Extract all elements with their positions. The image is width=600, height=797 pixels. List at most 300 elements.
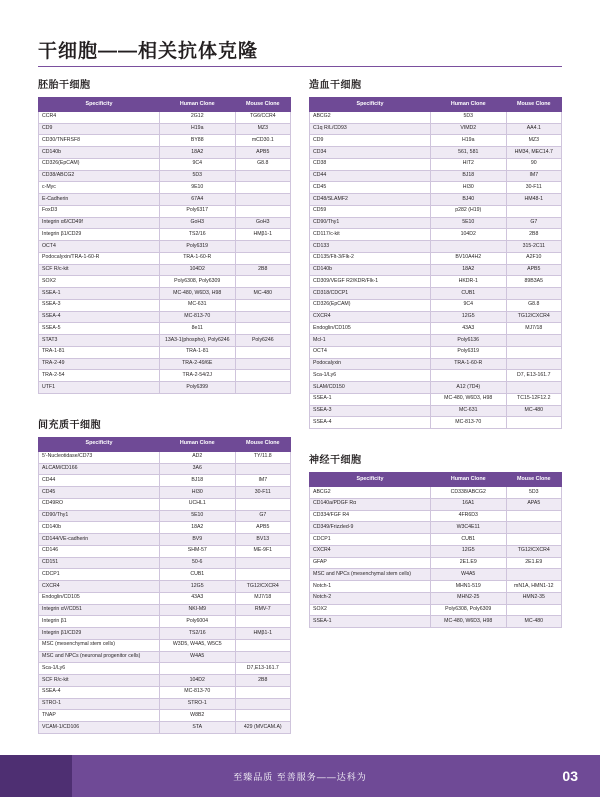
cell-mouse-clone: 5D3 xyxy=(506,487,561,499)
cell-human-clone: TS2/16 xyxy=(159,628,235,640)
cell-human-clone: BJ18 xyxy=(430,170,506,182)
cell-specificity: CD140a/PDGF Rα xyxy=(310,498,431,510)
cell-specificity: Podocalyxin xyxy=(310,358,431,370)
table-row xyxy=(310,335,562,347)
table-row xyxy=(310,205,562,217)
cell-human-clone: MC-813-70 xyxy=(430,417,506,429)
cell-mouse-clone: mCD30.1 xyxy=(235,135,290,147)
cell-human-clone: 18A2 xyxy=(430,264,506,276)
cell-human-clone: BV9 xyxy=(159,534,235,546)
cell-human-clone: MC-631 xyxy=(159,299,235,311)
cell-specificity: CXCR4 xyxy=(310,545,431,557)
cell-human-clone: AD2 xyxy=(159,451,235,463)
table-row xyxy=(39,451,291,463)
cell-mouse-clone xyxy=(235,710,290,722)
cell-specificity: SSEA-1 xyxy=(310,393,431,405)
table-row xyxy=(310,182,562,194)
cell-human-clone xyxy=(430,241,506,253)
cell-mouse-clone xyxy=(235,616,290,628)
table-row xyxy=(39,475,291,487)
cell-specificity: Integrin β1 xyxy=(39,616,160,628)
cell-mouse-clone: 30-F11 xyxy=(235,487,290,499)
cell-mouse-clone: ME-9F1 xyxy=(235,545,290,557)
cell-specificity: Notch-1 xyxy=(310,581,431,593)
column-header-mouse-clone: Mouse Clone xyxy=(235,437,290,451)
cell-human-clone: TRA-1-60-R xyxy=(159,252,235,264)
cell-specificity: CDCP1 xyxy=(39,569,160,581)
cell-specificity: Sca-1/Ly6 xyxy=(39,663,160,675)
section-title: 造血干细胞 xyxy=(309,80,362,91)
cell-specificity: CD90/Thy1 xyxy=(310,217,431,229)
cell-human-clone: 50-6 xyxy=(159,557,235,569)
cell-specificity: ABCG2 xyxy=(310,111,431,123)
cell-specificity: CD140b xyxy=(310,264,431,276)
cell-specificity: CXCR4 xyxy=(39,581,160,593)
cell-specificity: SOX2 xyxy=(310,604,431,616)
cell-specificity: CD49RO xyxy=(39,498,160,510)
cell-mouse-clone xyxy=(506,604,561,616)
antibody-clone-table xyxy=(38,97,291,394)
cell-human-clone: H19a xyxy=(159,123,235,135)
cell-human-clone: 12G5 xyxy=(430,545,506,557)
cell-specificity: CD30/TNFRSF8 xyxy=(39,135,160,147)
cell-mouse-clone xyxy=(235,252,290,264)
cell-human-clone: 12G5 xyxy=(159,581,235,593)
cell-mouse-clone: HMN2-35 xyxy=(506,592,561,604)
cell-mouse-clone xyxy=(235,686,290,698)
page-title: 干细胞——相关抗体克隆 xyxy=(38,41,259,62)
cell-human-clone: W3C4E11 xyxy=(430,522,506,534)
table-row xyxy=(39,158,291,170)
table-row xyxy=(39,323,291,335)
cell-specificity: MSC (mesenchymal stem cells) xyxy=(39,639,160,651)
cell-mouse-clone: IM7 xyxy=(235,475,290,487)
table-row xyxy=(39,358,291,370)
cell-specificity: CD309/VEGF R2/KDR/Flk-1 xyxy=(310,276,431,288)
cell-human-clone: H19a xyxy=(430,135,506,147)
table-row xyxy=(39,498,291,510)
cell-mouse-clone: TG12/CXCR4 xyxy=(506,311,561,323)
cell-specificity: CD59 xyxy=(310,205,431,217)
cell-specificity: Mcl-1 xyxy=(310,335,431,347)
cell-mouse-clone: D7, E13-161.7 xyxy=(506,370,561,382)
table-row xyxy=(310,346,562,358)
cell-human-clone: HI30 xyxy=(430,182,506,194)
cell-human-clone: MC-813-70 xyxy=(159,311,235,323)
cell-mouse-clone: 2B8 xyxy=(235,264,290,276)
table-row xyxy=(39,639,291,651)
table-row xyxy=(39,382,291,394)
column-header-mouse-clone: Mouse Clone xyxy=(506,98,561,112)
table-row xyxy=(310,123,562,135)
cell-specificity: Integrin α6/CD49f xyxy=(39,217,160,229)
table-row xyxy=(39,628,291,640)
table-row xyxy=(310,147,562,159)
antibody-clone-table xyxy=(309,97,562,429)
cell-mouse-clone xyxy=(506,417,561,429)
cell-human-clone xyxy=(159,663,235,675)
cell-specificity: ALCAM/CD166 xyxy=(39,463,160,475)
cell-human-clone: SHM-57 xyxy=(159,545,235,557)
table-row xyxy=(310,217,562,229)
cell-specificity: CD34 xyxy=(310,147,431,159)
cell-human-clone: 104D2 xyxy=(159,675,235,687)
cell-specificity: CD135/Flt-3/Flk-2 xyxy=(310,252,431,264)
table-row xyxy=(310,510,562,522)
cell-human-clone: TS2/16 xyxy=(159,229,235,241)
cell-mouse-clone: HMβ1-1 xyxy=(235,229,290,241)
cell-specificity: OCT4 xyxy=(39,241,160,253)
table-row xyxy=(310,299,562,311)
cell-mouse-clone: MZ3 xyxy=(235,123,290,135)
cell-human-clone: 43A3 xyxy=(159,592,235,604)
cell-mouse-clone: GoH3 xyxy=(235,217,290,229)
table-row xyxy=(310,194,562,206)
cell-human-clone: TRA-1-60-R xyxy=(430,358,506,370)
table-row xyxy=(39,182,291,194)
cell-specificity: CXCR4 xyxy=(310,311,431,323)
cell-human-clone: MC-480, W6D3, H98 xyxy=(430,393,506,405)
cell-mouse-clone xyxy=(506,510,561,522)
cell-human-clone: Poly6136 xyxy=(430,335,506,347)
cell-mouse-clone: G8.8 xyxy=(506,299,561,311)
cell-human-clone: Poly6317 xyxy=(159,205,235,217)
cell-human-clone: HI30 xyxy=(159,487,235,499)
cell-specificity: C1q R/L/CD93 xyxy=(310,123,431,135)
page-number: 03 xyxy=(562,768,578,784)
cell-mouse-clone: 315-2C11 xyxy=(506,241,561,253)
cell-mouse-clone: mN1A, HMN1-12 xyxy=(506,581,561,593)
cell-mouse-clone: APB5 xyxy=(235,522,290,534)
cell-specificity: CD44 xyxy=(310,170,431,182)
column-header-human-clone: Human Clone xyxy=(159,437,235,451)
cell-human-clone: BJ18 xyxy=(159,475,235,487)
cell-mouse-clone xyxy=(506,534,561,546)
cell-mouse-clone xyxy=(235,463,290,475)
footer-slogan: 至臻品质 至善服务——达科为 xyxy=(233,771,367,782)
table-row xyxy=(39,252,291,264)
table-row xyxy=(39,675,291,687)
cell-specificity: SSEA-4 xyxy=(39,686,160,698)
table-row xyxy=(39,698,291,710)
table-row xyxy=(39,557,291,569)
cell-mouse-clone xyxy=(235,698,290,710)
cell-specificity: SCF R/c-kit xyxy=(39,264,160,276)
section-hematopoietic-stem-cells xyxy=(309,76,562,429)
left-column xyxy=(38,76,291,756)
table-row xyxy=(39,581,291,593)
table-row xyxy=(310,170,562,182)
cell-specificity: c-Myc xyxy=(39,182,160,194)
table-row xyxy=(310,522,562,534)
cell-human-clone: 2E1.E9 xyxy=(430,557,506,569)
table-row xyxy=(39,299,291,311)
cell-mouse-clone: TG6/CCR4 xyxy=(235,111,290,123)
cell-mouse-clone xyxy=(506,358,561,370)
table-row xyxy=(310,569,562,581)
table-row xyxy=(310,370,562,382)
antibody-clone-table xyxy=(309,472,562,628)
cell-specificity: SSEA-3 xyxy=(39,299,160,311)
cell-specificity: FoxD3 xyxy=(39,205,160,217)
table-header-row xyxy=(39,98,291,112)
cell-specificity: SSEA-1 xyxy=(310,616,431,628)
cell-human-clone: p282 (H19) xyxy=(430,205,506,217)
cell-specificity: CD44 xyxy=(39,475,160,487)
cell-human-clone: HIT2 xyxy=(430,158,506,170)
cell-specificity: TRA-2-49 xyxy=(39,358,160,370)
cell-specificity: SLAM/CD150 xyxy=(310,382,431,394)
column-header-specificity: Specificity xyxy=(39,437,160,451)
cell-human-clone: BY88 xyxy=(159,135,235,147)
cell-specificity: CD349/Frizzled-9 xyxy=(310,522,431,534)
cell-human-clone: 5D3 xyxy=(159,170,235,182)
cell-specificity: Podocalyxin/TRA-1-60-R xyxy=(39,252,160,264)
cell-specificity: CD38/ABCG2 xyxy=(39,170,160,182)
column-header-human-clone: Human Clone xyxy=(430,473,506,487)
table-row xyxy=(39,686,291,698)
cell-mouse-clone xyxy=(235,299,290,311)
cell-mouse-clone xyxy=(506,335,561,347)
cell-specificity: CD45 xyxy=(310,182,431,194)
cell-human-clone: MC-813-70 xyxy=(159,686,235,698)
cell-mouse-clone: MC-480 xyxy=(506,405,561,417)
footer-band xyxy=(0,755,600,797)
cell-mouse-clone: 2B8 xyxy=(235,675,290,687)
cell-mouse-clone xyxy=(235,323,290,335)
cell-specificity: CD140b xyxy=(39,147,160,159)
cell-human-clone xyxy=(430,370,506,382)
cell-mouse-clone: G8.8 xyxy=(235,158,290,170)
cell-human-clone: 104D2 xyxy=(430,229,506,241)
table-header-row xyxy=(310,98,562,112)
cell-human-clone: Poly6004 xyxy=(159,616,235,628)
cell-human-clone: MC-480, W6D3, H98 xyxy=(430,616,506,628)
cell-mouse-clone: 2E1.E9 xyxy=(506,557,561,569)
cell-mouse-clone xyxy=(235,651,290,663)
cell-specificity: Integrin β1/CD29 xyxy=(39,229,160,241)
cell-human-clone: 9C4 xyxy=(159,158,235,170)
table-row xyxy=(39,288,291,300)
table-row xyxy=(310,288,562,300)
cell-mouse-clone xyxy=(235,205,290,217)
table-row xyxy=(310,382,562,394)
column-header-specificity: Specificity xyxy=(310,98,431,112)
table-row xyxy=(39,663,291,675)
cell-human-clone: 3A6 xyxy=(159,463,235,475)
cell-mouse-clone: APB5 xyxy=(506,264,561,276)
cell-human-clone: STA xyxy=(159,722,235,734)
cell-human-clone: 18A2 xyxy=(159,147,235,159)
table-row xyxy=(310,135,562,147)
cell-mouse-clone: D7,E13-161.7 xyxy=(235,663,290,675)
cell-mouse-clone xyxy=(235,311,290,323)
cell-human-clone: 5E10 xyxy=(430,217,506,229)
cell-specificity: 5'-Nucleotidase/CD73 xyxy=(39,451,160,463)
cell-human-clone: W8B2 xyxy=(159,710,235,722)
cell-mouse-clone: BV13 xyxy=(235,534,290,546)
cell-human-clone: VIMD2 xyxy=(430,123,506,135)
cell-human-clone: 9C4 xyxy=(430,299,506,311)
table-row xyxy=(39,205,291,217)
cell-human-clone: Poly6308, Poly6309 xyxy=(430,604,506,616)
cell-mouse-clone xyxy=(235,241,290,253)
cell-human-clone: Poly6308, Poly6309 xyxy=(159,276,235,288)
cell-specificity: CDCP1 xyxy=(310,534,431,546)
table-row xyxy=(310,581,562,593)
cell-mouse-clone xyxy=(235,170,290,182)
cell-human-clone: BV10A4H2 xyxy=(430,252,506,264)
cell-mouse-clone: AA4.1 xyxy=(506,123,561,135)
cell-specificity: GFAP xyxy=(310,557,431,569)
table-row xyxy=(310,323,562,335)
table-row xyxy=(39,722,291,734)
table-row xyxy=(39,569,291,581)
cell-human-clone: 9E10 xyxy=(159,182,235,194)
cell-mouse-clone xyxy=(235,276,290,288)
table-row xyxy=(310,111,562,123)
column-header-mouse-clone: Mouse Clone xyxy=(506,473,561,487)
table-row xyxy=(310,252,562,264)
table-row xyxy=(310,545,562,557)
cell-mouse-clone: 2B8 xyxy=(506,229,561,241)
cell-specificity: Endoglin/CD105 xyxy=(39,592,160,604)
cell-human-clone: 5E10 xyxy=(159,510,235,522)
table-row xyxy=(39,487,291,499)
cell-specificity: TRA-1-81 xyxy=(39,346,160,358)
cell-specificity: SCF R/c-kit xyxy=(39,675,160,687)
cell-specificity: E-Cadherin xyxy=(39,194,160,206)
cell-specificity: CD146 xyxy=(39,545,160,557)
table-row xyxy=(39,311,291,323)
cell-specificity: CD318/CDCP1 xyxy=(310,288,431,300)
cell-specificity: SSEA-3 xyxy=(310,405,431,417)
cell-specificity: UTF1 xyxy=(39,382,160,394)
column-header-human-clone: Human Clone xyxy=(159,98,235,112)
table-row xyxy=(310,557,562,569)
section-mesenchymal-stem-cells xyxy=(38,416,291,734)
cell-specificity: TNAP xyxy=(39,710,160,722)
cell-specificity: MSC and NPCs (mesenchymal stem cells) xyxy=(310,569,431,581)
cell-mouse-clone: APA5 xyxy=(506,498,561,510)
table-row xyxy=(39,194,291,206)
cell-mouse-clone xyxy=(235,569,290,581)
cell-specificity: TRA-2-54 xyxy=(39,370,160,382)
cell-mouse-clone xyxy=(506,382,561,394)
cell-human-clone: BJ40 xyxy=(430,194,506,206)
cell-specificity: CD90/Thy1 xyxy=(39,510,160,522)
cell-mouse-clone xyxy=(235,182,290,194)
cell-human-clone: 16A1 xyxy=(430,498,506,510)
cell-specificity: Integrin β1/CD29 xyxy=(39,628,160,640)
table-row xyxy=(310,158,562,170)
section-title: 间充质干细胞 xyxy=(38,419,101,431)
table-row xyxy=(39,592,291,604)
table-body xyxy=(310,111,562,428)
cell-human-clone: MHN1-519 xyxy=(430,581,506,593)
cell-mouse-clone: MC-480 xyxy=(235,288,290,300)
table-row xyxy=(310,405,562,417)
cell-specificity: MSC and NPCs (neuronal progenitor cells) xyxy=(39,651,160,663)
cell-human-clone: TRA-2-49/6E xyxy=(159,358,235,370)
cell-mouse-clone: MC-480 xyxy=(506,616,561,628)
cell-human-clone: 104D2 xyxy=(159,264,235,276)
cell-specificity: STRO-1 xyxy=(39,698,160,710)
table-body xyxy=(310,487,562,628)
cell-mouse-clone: G7 xyxy=(506,217,561,229)
cell-mouse-clone xyxy=(235,639,290,651)
cell-human-clone: CUB1 xyxy=(430,288,506,300)
cell-human-clone: Poly6319 xyxy=(430,346,506,358)
table-row xyxy=(39,229,291,241)
cell-specificity: Integrin αV/CD51 xyxy=(39,604,160,616)
cell-human-clone: 18A2 xyxy=(159,522,235,534)
cell-mouse-clone: MJ7/18 xyxy=(506,323,561,335)
cell-mouse-clone: HM48-1 xyxy=(506,194,561,206)
table-row xyxy=(310,276,562,288)
cell-specificity: Notch-2 xyxy=(310,592,431,604)
cell-human-clone: HKDR-1 xyxy=(430,276,506,288)
table-row xyxy=(310,534,562,546)
cell-specificity: SSEA-4 xyxy=(310,417,431,429)
table-header-row xyxy=(310,473,562,487)
table-row xyxy=(39,241,291,253)
cell-mouse-clone xyxy=(506,569,561,581)
cell-mouse-clone xyxy=(235,498,290,510)
cell-mouse-clone: 90 xyxy=(506,158,561,170)
table-row xyxy=(310,229,562,241)
cell-mouse-clone: A2F10 xyxy=(506,252,561,264)
table-row xyxy=(310,487,562,499)
cell-specificity: CD45 xyxy=(39,487,160,499)
cell-specificity: CD117/c-kit xyxy=(310,229,431,241)
table-row xyxy=(39,123,291,135)
cell-specificity: VCAM-1/CD106 xyxy=(39,722,160,734)
table-row xyxy=(39,604,291,616)
cell-specificity: CD9 xyxy=(310,135,431,147)
cell-human-clone: TRA-1-81 xyxy=(159,346,235,358)
cell-human-clone: CUB1 xyxy=(430,534,506,546)
cell-specificity: Endoglin/CD105 xyxy=(310,323,431,335)
cell-specificity: CD38 xyxy=(310,158,431,170)
cell-specificity: SOX2 xyxy=(39,276,160,288)
table-row xyxy=(310,241,562,253)
cell-mouse-clone: Poly6246 xyxy=(235,335,290,347)
table-row xyxy=(310,616,562,628)
cell-human-clone: 4FR6D3 xyxy=(430,510,506,522)
cell-human-clone: TRA-2-54/2J xyxy=(159,370,235,382)
cell-human-clone: MC-631 xyxy=(430,405,506,417)
cell-specificity: CD326(EpCAM) xyxy=(39,158,160,170)
table-row xyxy=(39,651,291,663)
table-row xyxy=(310,311,562,323)
cell-mouse-clone: TG12/CXCR4 xyxy=(235,581,290,593)
cell-human-clone: MC-480, W6D3, H98 xyxy=(159,288,235,300)
table-body xyxy=(39,111,291,393)
cell-mouse-clone xyxy=(506,111,561,123)
cell-mouse-clone: MJ7/18 xyxy=(235,592,290,604)
section-title: 神经干细胞 xyxy=(309,455,362,467)
column-header-specificity: Specificity xyxy=(39,98,160,112)
cell-mouse-clone: APB5 xyxy=(235,147,290,159)
cell-mouse-clone xyxy=(506,522,561,534)
table-row xyxy=(310,264,562,276)
table-row xyxy=(39,111,291,123)
table-row xyxy=(39,335,291,347)
cell-specificity: CCR4 xyxy=(39,111,160,123)
cell-specificity: CD133 xyxy=(310,241,431,253)
cell-mouse-clone xyxy=(506,205,561,217)
